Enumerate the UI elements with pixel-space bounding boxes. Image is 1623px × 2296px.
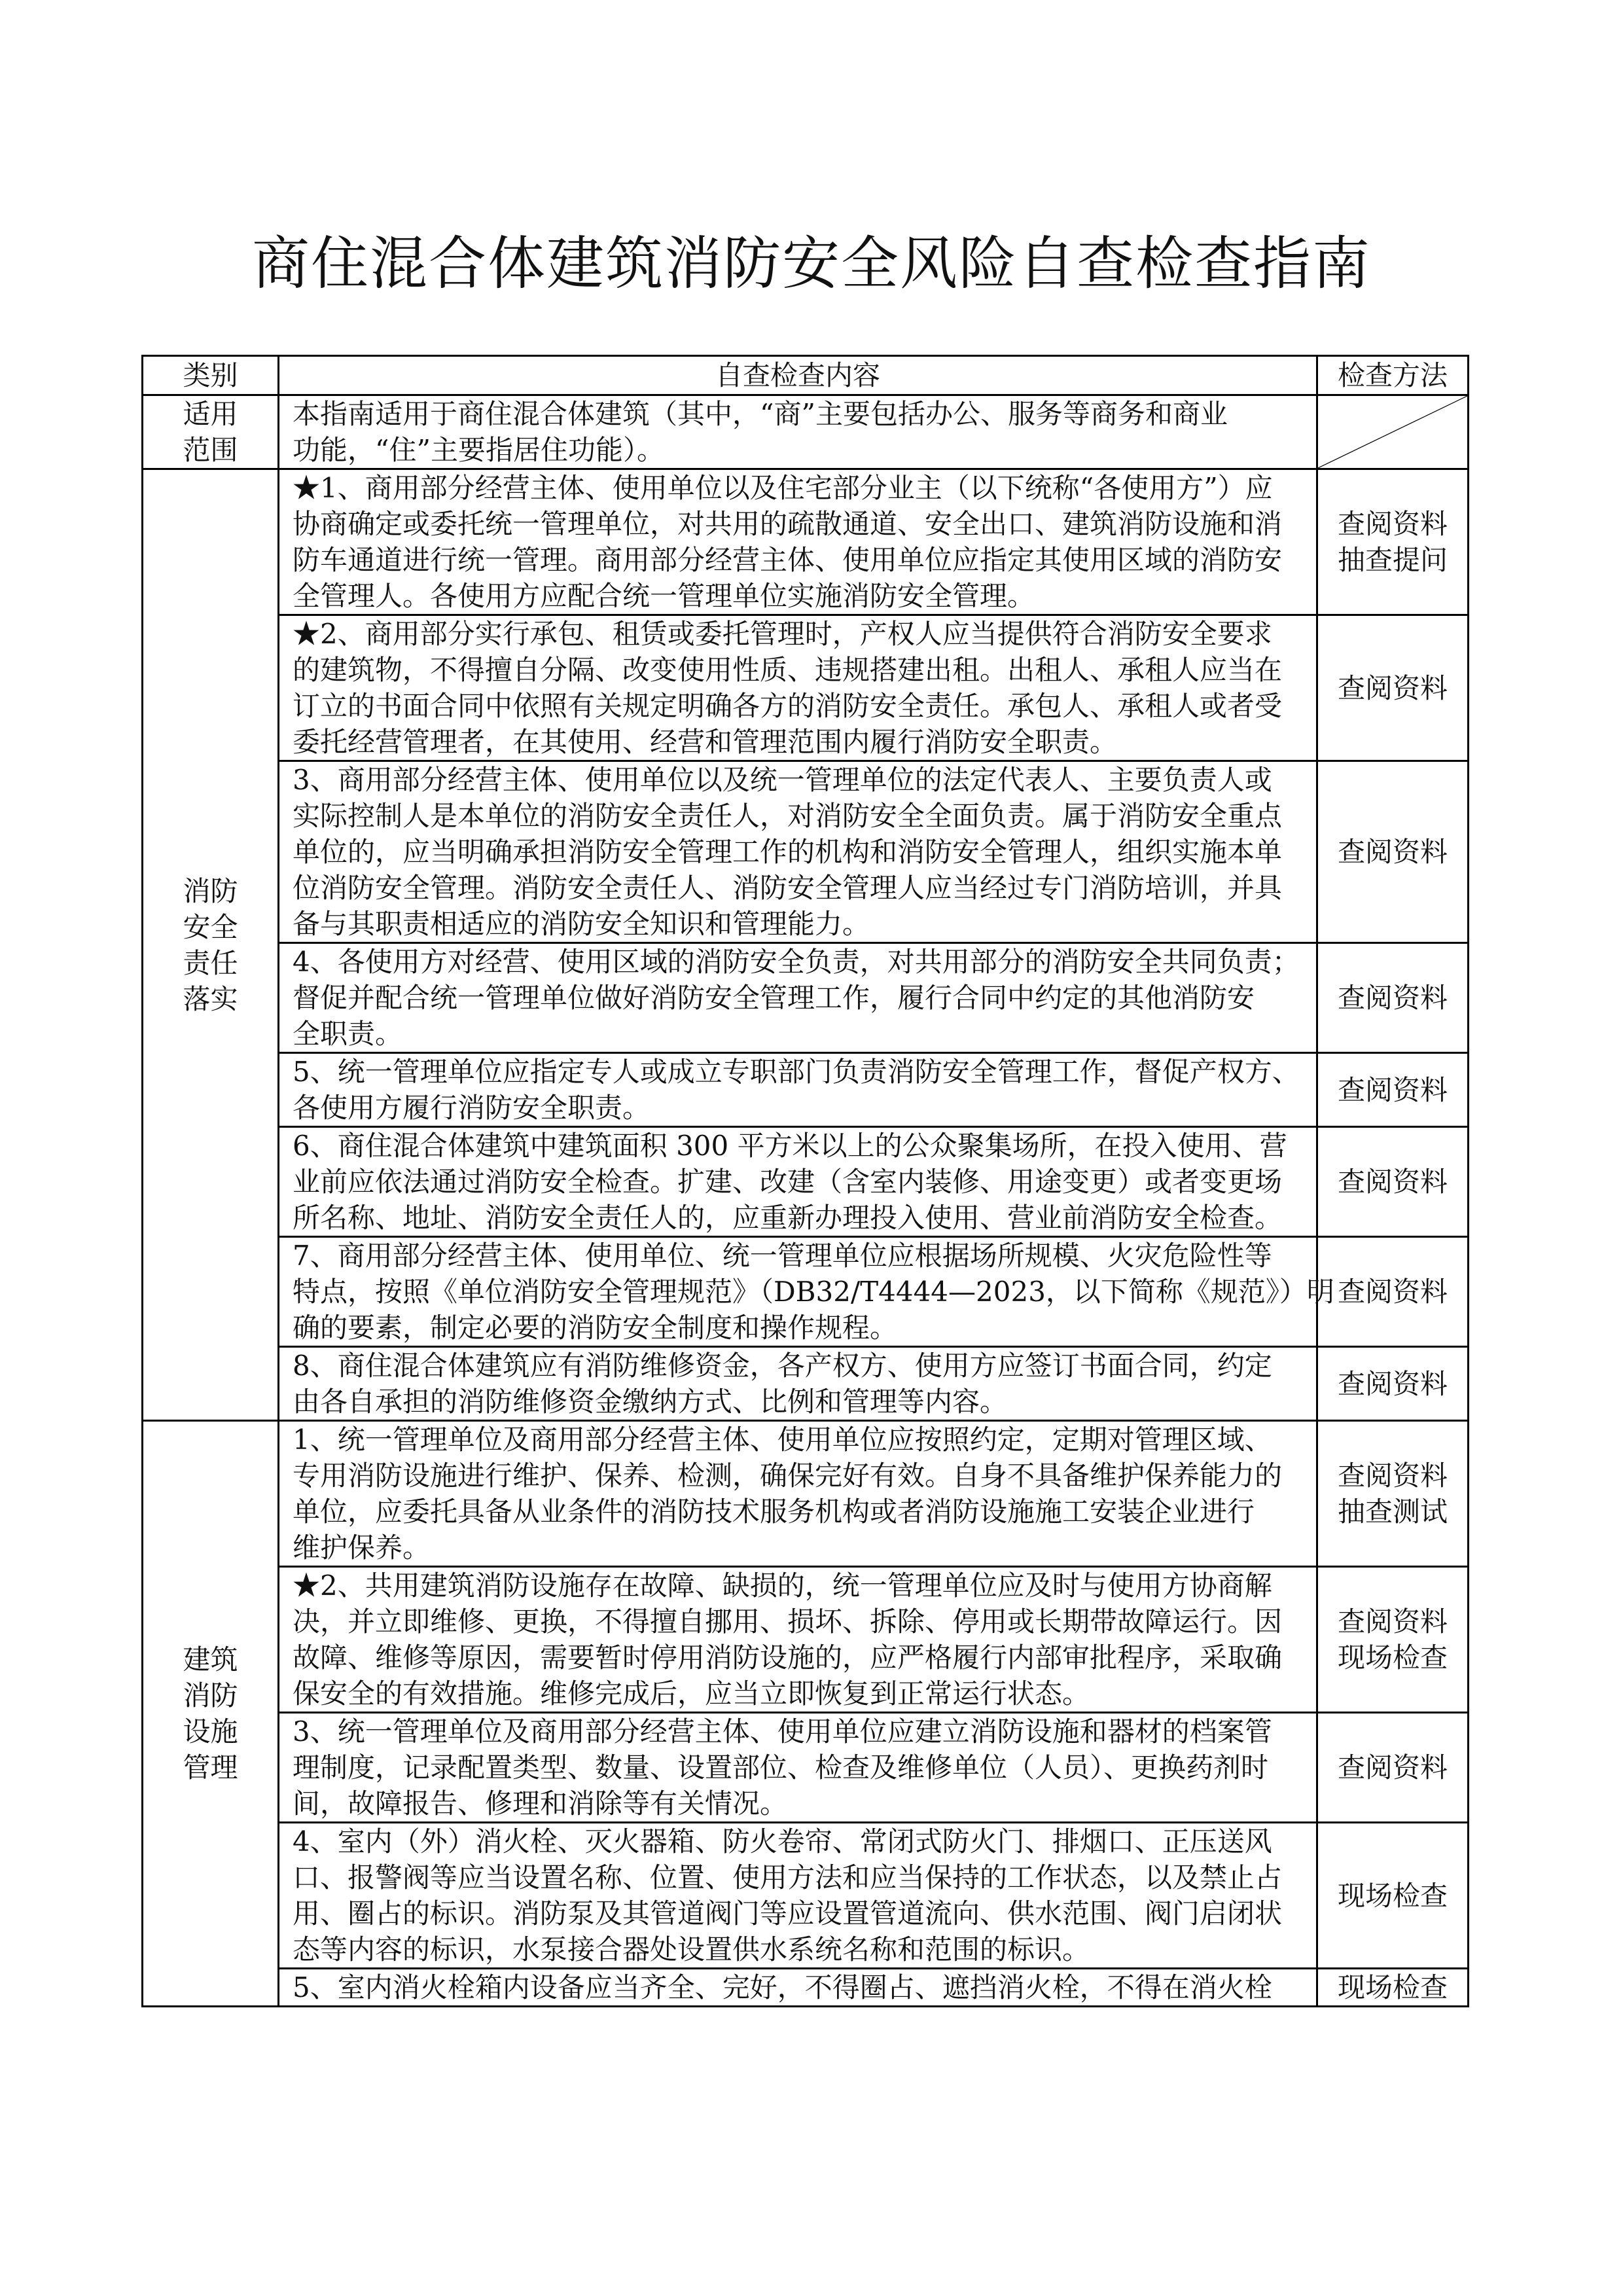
content-line: 1、统一管理单位及商用部分经营主体、使用单位应按照约定，定期对管理区域、 — [293, 1424, 1272, 1456]
content-line: 特点，按照《单位消防安全管理规范》（DB32/T4444—2023，以下简称《规范》）明 — [293, 1276, 1334, 1308]
method-label: 查阅资料 — [1337, 1751, 1448, 1784]
table-row — [143, 615, 1469, 761]
item-content — [279, 469, 1317, 615]
item-content — [279, 1347, 1317, 1421]
item-content — [279, 1421, 1317, 1567]
method-label: 查阅资料 — [1337, 836, 1448, 868]
page-title: 商住混合体建筑消防安全风险自查检查指南 — [251, 230, 1371, 297]
content-line: 订立的书面合同中依照有关规定明确各方的消防安全责任。承包人、承租人或者受 — [293, 690, 1283, 722]
section-category — [143, 1421, 279, 2007]
category-line: 管理 — [183, 1751, 238, 1784]
method-label: 查阅资料 — [1337, 508, 1448, 540]
item-content — [279, 1713, 1317, 1823]
table-row — [143, 1567, 1469, 1713]
method-label: 抽查测试 — [1337, 1496, 1448, 1528]
item-method — [1317, 1567, 1469, 1713]
section-category — [143, 469, 279, 1421]
content-line: 的建筑物，不得擅自分隔、改变使用性质、违规搭建出租。出租人、承租人应当在 — [293, 654, 1283, 686]
item-content — [279, 1053, 1317, 1127]
method-label: 查阅资料 — [1337, 1605, 1448, 1638]
content-line: 单位，应委托具备从业条件的消防技术服务机构或者消防设施施工安装企业进行 — [293, 1496, 1255, 1528]
table-row — [143, 469, 1469, 615]
item-content — [279, 1823, 1317, 1969]
header-category: 类别 — [143, 356, 279, 395]
category-line: 消防 — [183, 874, 238, 907]
content-line: 全职责。 — [293, 1018, 403, 1050]
item-method — [1317, 1421, 1469, 1567]
method-label: 抽查提问 — [1337, 544, 1448, 576]
item-method — [1317, 1713, 1469, 1823]
item-content — [279, 1567, 1317, 1713]
table-row — [143, 1127, 1469, 1237]
content-line: 备与其职责相适应的消防安全知识和管理能力。 — [293, 908, 870, 940]
item-content — [279, 1237, 1334, 1347]
content-line: 4、室内（外）消火栓、灭火器箱、防火卷帘、常闭式防火门、排烟口、正压送风 — [293, 1825, 1272, 1857]
content-line: 各使用方履行消防安全职责。 — [293, 1092, 651, 1124]
method-label: 现场检查 — [1337, 1971, 1448, 2003]
table-header-row — [143, 356, 1469, 395]
header-content: 自查检查内容 — [279, 356, 1317, 395]
content-line: 理制度，记录配置类型、数量、设置部位、检查及维修单位（人员）、更换药剂时 — [293, 1751, 1269, 1784]
content-line: 本指南适用于商住混合体建筑（其中，“商”主要包括办公、服务等商务和商业 — [293, 398, 1228, 430]
scope-category — [143, 395, 279, 469]
content-line: 位消防安全管理。消防安全责任人、消防安全管理人应当经过专门消防培训，并具 — [293, 872, 1283, 904]
content-line: 专用消防设施进行维护、保养、检测，确保完好有效。自身不具备维护保养能力的 — [293, 1460, 1283, 1492]
category-line: 责任 — [183, 946, 238, 979]
content-line: 4、各使用方对经营、使用区域的消防安全负责，对共用部分的消防安全共同负责； — [293, 946, 1300, 978]
content-line: 由各自承担的消防维修资金缴纳方式、比例和管理等内容。 — [293, 1386, 1008, 1418]
method-label: 查阅资料 — [1337, 1166, 1448, 1198]
content-line: 委托经营管理者，在其使用、经营和管理范围内履行消防安全职责。 — [293, 726, 1118, 758]
method-label: 查阅资料 — [1337, 1367, 1448, 1400]
item-content — [279, 943, 1317, 1053]
category-line: 落实 — [183, 982, 238, 1015]
content-line: 防车通道进行统一管理。商用部分经营主体、使用单位应指定其使用区域的消防安 — [293, 544, 1283, 576]
item-method — [1317, 1053, 1469, 1127]
item-method — [1317, 1969, 1469, 2007]
scope-method-empty — [1317, 395, 1469, 469]
item-content — [279, 1127, 1317, 1237]
table-row — [143, 1713, 1469, 1823]
content-line: 确的要素，制定必要的消防安全制度和操作规程。 — [293, 1312, 898, 1344]
content-line: 业前应依法通过消防安全检查。扩建、改建（含室内装修、用途变更）或者变更场 — [293, 1166, 1283, 1198]
content-line: 3、统一管理单位及商用部分经营主体、使用单位应建立消防设施和器材的档案管 — [293, 1715, 1272, 1748]
table-row — [143, 1969, 1469, 2007]
content-line: ★2、商用部分实行承包、租赁或委托管理时，产权人应当提供符合消防安全要求 — [293, 618, 1272, 650]
content-line: ★2、共用建筑消防设施存在故障、缺损的，统一管理单位应及时与使用方协商解 — [293, 1570, 1272, 1602]
category-line: 安全 — [183, 910, 238, 943]
diagonal-line — [1318, 396, 1467, 468]
content-line: 5、室内消火栓箱内设备应当齐全、完好，不得圈占、遮挡消火栓，不得在消火栓 — [293, 1971, 1272, 2003]
item-method — [1317, 1127, 1469, 1237]
table-row — [143, 943, 1469, 1053]
scope-row — [143, 395, 1469, 469]
scope-content — [279, 395, 1317, 469]
method-label: 查阅资料 — [1337, 1073, 1448, 1106]
item-content — [279, 761, 1317, 943]
content-line: 8、商住混合体建筑应有消防维修资金，各产权方、使用方应签订书面合同，约定 — [293, 1350, 1272, 1382]
content-line: 督促并配合统一管理单位做好消防安全管理工作，履行合同中约定的其他消防安 — [293, 982, 1255, 1014]
method-label: 查阅资料 — [1337, 1460, 1448, 1492]
method-label: 查阅资料 — [1337, 672, 1448, 704]
category-line: 建筑 — [183, 1643, 238, 1676]
content-line: 单位的，应当明确承担消防安全管理工作的机构和消防安全管理人，组织实施本单 — [293, 836, 1283, 868]
item-method — [1317, 469, 1469, 615]
content-line: 实际控制人是本单位的消防安全责任人，对消防安全全面负责。属于消防安全重点 — [293, 800, 1283, 832]
table-row — [143, 1823, 1469, 1969]
item-method — [1317, 1237, 1469, 1347]
content-line: 7、商用部分经营主体、使用单位、统一管理单位应根据场所规模、火灾危险性等 — [293, 1240, 1272, 1272]
table-row — [143, 1347, 1469, 1421]
content-line: 功能，“住”主要指居住功能）。 — [293, 434, 664, 466]
item-method — [1317, 615, 1469, 761]
content-line: 6、商住混合体建筑中建筑面积 300 平方米以上的公众聚集场所，在投入使用、营 — [293, 1130, 1287, 1162]
content-line: 态等内容的标识，水泵接合器处设置供水系统名称和范围的标识。 — [293, 1933, 1090, 1965]
content-line: 用、圈占的标识。消防泵及其管道阀门等应设置管道流向、供水范围、阀门启闭状 — [293, 1897, 1283, 1929]
item-method — [1317, 1823, 1469, 1969]
table-row — [143, 1053, 1469, 1127]
item-method — [1317, 943, 1469, 1053]
content-line: 全管理人。各使用方应配合统一管理单位实施消防安全管理。 — [293, 580, 1035, 612]
content-line: 间，故障报告、修理和消除等有关情况。 — [293, 1787, 788, 1820]
content-line: 维护保养。 — [293, 1532, 431, 1564]
header-method: 检查方法 — [1317, 356, 1469, 395]
category-line: 设施 — [183, 1715, 238, 1748]
table-row — [143, 761, 1469, 943]
content-line: 5、统一管理单位应指定专人或成立专职部门负责消防安全管理工作，督促产权方、 — [293, 1056, 1300, 1088]
table-row — [143, 1237, 1469, 1347]
content-line: 口、报警阀等应当设置名称、位置、使用方法和应当保持的工作状态，以及禁止占 — [293, 1861, 1283, 1893]
item-content — [279, 615, 1317, 761]
method-label: 现场检查 — [1337, 1641, 1448, 1674]
content-line: 故障、维修等原因，需要暂时停用消防设施的，应严格履行内部审批程序，采取确 — [293, 1641, 1283, 1674]
method-label: 查阅资料 — [1337, 1276, 1448, 1308]
category-line: 消防 — [183, 1679, 238, 1712]
item-method — [1317, 761, 1469, 943]
content-line: 决，并立即维修、更换，不得擅自挪用、损坏、拆除、停用或长期带故障运行。因 — [293, 1605, 1283, 1638]
item-method — [1317, 1347, 1469, 1421]
content-line: 协商确定或委托统一管理单位，对共用的疏散通道、安全出口、建筑消防设施和消 — [293, 508, 1283, 540]
content-line: 所名称、地址、消防安全责任人的，应重新办理投入使用、营业前消防安全检查。 — [293, 1202, 1283, 1234]
content-line: ★1、商用部分经营主体、使用单位以及住宅部分业主（以下统称“各使用方”）应 — [293, 472, 1273, 504]
inspection-guide-table — [141, 355, 1469, 2007]
category-line: 适用 — [183, 398, 238, 430]
content-line: 3、商用部分经营主体、使用单位以及统一管理单位的法定代表人、主要负责人或 — [293, 764, 1272, 796]
category-line: 范围 — [183, 434, 238, 466]
table-row — [143, 1421, 1469, 1567]
method-label: 查阅资料 — [1337, 982, 1448, 1014]
method-label: 现场检查 — [1337, 1879, 1448, 1912]
item-content — [279, 1969, 1317, 2007]
content-line: 保安全的有效措施。维修完成后，应当立即恢复到正常运行状态。 — [293, 1677, 1090, 1710]
